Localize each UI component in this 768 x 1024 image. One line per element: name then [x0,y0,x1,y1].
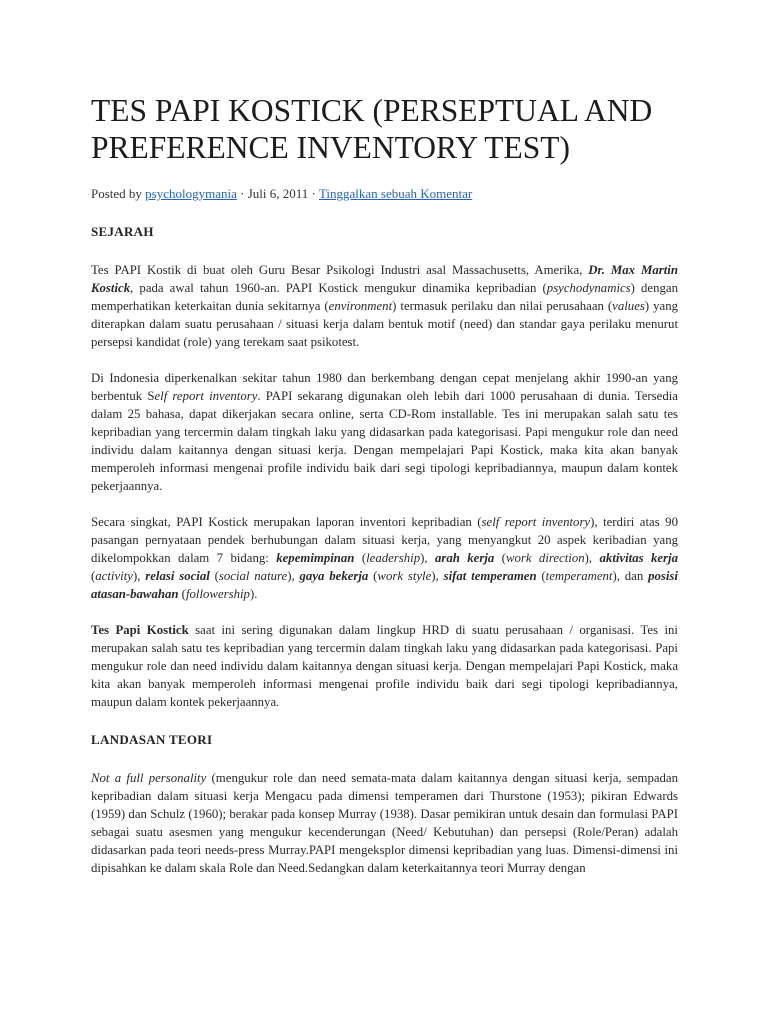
text-run-bold: Tes Papi Kostick [91,623,189,637]
article [91,92,678,877]
text-run: ), [132,569,146,583]
text-run: ( [178,587,186,601]
post-date: Juli 6, 2011 [247,186,309,201]
text-run-bold-italic: Dr. Max Martin Kostick [91,263,678,295]
text-run: ) yang diterapkan dalam suatu perusahaan / situasi kerja dalam bentuk motif (need) dan standar gaya perilaku menurut persepsi kandidat (role) yang terekam saat psikotest. [91,299,678,349]
article-title: TES PAPI KOSTICK (PERSEPTUAL AND PREFERENCE INVENTORY TEST) [91,93,653,165]
text-run: ), [431,569,444,583]
text-run-bold-italic: kepemimpinan [276,551,355,565]
text-run: ( [536,569,546,583]
text-run-italic: social nature [218,569,288,583]
author-link[interactable]: psychologymania [145,186,237,201]
text-run: . PAPI sekarang digunakan oleh lebih dari 1000 perusahaan di dunia. Tersedia dalam 25 bahasa, dapat dikerjakan secara online, serta CD-Rom installable. Tes ini merupakan salah satu tes kepribadian yang tercermin dalam tingkah laku yang didasarkan pada kategorisasi. Papi mengukur role dan need individu dalam kaitannya dengan situasi kerja. Dengan mempelajari Papi Kostick, maka kita akan banyak memperoleh informasi mengenai profile individu baik dari segi tipologi kepribadiannya, maupun dalam kontek pekerjaannya. [91,389,678,493]
text-run: Secara singkat, PAPI Kostick merupakan laporan inventori kepribadian ( [91,515,482,529]
text-run: ), [287,569,300,583]
text-run-italic: self report inventory [481,515,591,529]
text-run: ) dengan memperhatikan keterkaitan dunia sekitarnya ( [91,281,678,313]
text-run-bold-italic: sifat temperamen [443,569,537,583]
text-run-italic: work direction [505,551,585,565]
text-run-italic: Not a full personality [91,771,207,785]
text-run-italic: activity [95,569,133,583]
text-run: Di Indonesia diperkenalkan sekitar tahun 1980 dan berkembang dengan cepat menjelang akhir 1990-an yang berbentuk S [91,371,678,403]
text-run-bold-italic: relasi social [145,569,210,583]
text-run: ), [584,551,600,565]
text-run: ( [368,569,378,583]
text-run: , pada awal tahun 1960-an. PAPI Kostick mengukur dinamika kepribadian ( [130,281,547,295]
paragraph [91,769,678,877]
text-run-italic: environment [328,299,393,313]
post-meta [91,185,678,203]
text-run: ( [354,551,367,565]
posted-by-label: Posted by [91,186,146,201]
text-run: ), dan [612,569,649,583]
text-run: saat ini sering digunakan dalam lingkup HRD di suatu perusahaan / organisasi. Tes ini merupakan salah satu tes kepribadian yang tercermin dalam tingkah laku yang didasarkan pada kategorisasi. Papi mengukur role dan need individu dalam kaitannya dengan situasi kerja. Dengan mempelajari Papi Kostick, maka kita akan banyak memperoleh informasi mengenai profile individu baik dari segi tipologi kepribadiannya, maupun dalam kontek pekerjaannya. [91,623,678,709]
paragraph [91,261,678,351]
text-run-italic: temperament [545,569,613,583]
text-run-italic: elf report inventory [154,389,258,403]
paragraph [91,369,678,495]
text-run: ( [91,569,96,583]
paragraph [91,513,678,603]
text-run-italic: followership [185,587,250,601]
text-run-bold-italic: posisi atasan-bawahan [91,569,678,601]
text-run: ). [249,587,258,601]
paragraph [91,621,678,711]
section-heading-landasan-teori: LANDASAN TEORI [91,732,213,747]
text-run: ( [209,569,219,583]
text-run: ( [494,551,506,565]
meta-separator: · [308,186,319,201]
meta-separator: · [236,186,248,201]
text-run: ) termasuk perilaku dan nilai perusahaan ( [392,299,613,313]
text-run-italic: psychodynamics [546,281,631,295]
text-run-italic: leadership [366,551,421,565]
leave-comment-link[interactable]: Tinggalkan sebuah Komentar [318,186,473,201]
text-run: ), terdiri atas 90 pasangan pernyataan pendek berhubungan dalam situasi kerja, yang menyangkut 20 aspek keribadian yang dikelompokkan dalam 7 bidang: [91,515,678,565]
text-run-bold-italic: arah kerja [434,551,495,565]
text-run: (mengukur role dan need semata-mata dalam kaitannya dengan situasi kerja, sempadan kepribadian dalam situasi kerja Mengacu pada dimensi temperamen dari Thurstone (1953); pikiran Edwards (1959) dan Schulz (1960); berakar pada konsep Murray (1938). Dasar pemikiran untuk desain dan formulasi PAPI sebagai suatu asesmen yang mengukur kecenderungan (Need/ Kebutuhan) dan persepsi (Role/Peran) adalah didasarkan pada teori needs-press Murray.PAPI mengeksplor dimensi kepribadian yang luas. Dimensi-dimensi ini dipisahkan ke dalam skala Role dan Need.Sedangkan dalam keterkaitannya teori Murray dengan [91,771,679,875]
section-heading-sejarah: SEJARAH [91,224,154,239]
text-run-bold-italic: aktivitas kerja [599,551,678,565]
text-run: Tes PAPI Kostik di buat oleh Guru Besar Psikologi Industri asal Massachusetts, Amerika, [91,263,589,277]
text-run-italic: work style [377,569,432,583]
text-run: ), [420,551,435,565]
text-run-italic: values [612,299,645,313]
text-run-bold-italic: gaya bekerja [299,569,369,583]
